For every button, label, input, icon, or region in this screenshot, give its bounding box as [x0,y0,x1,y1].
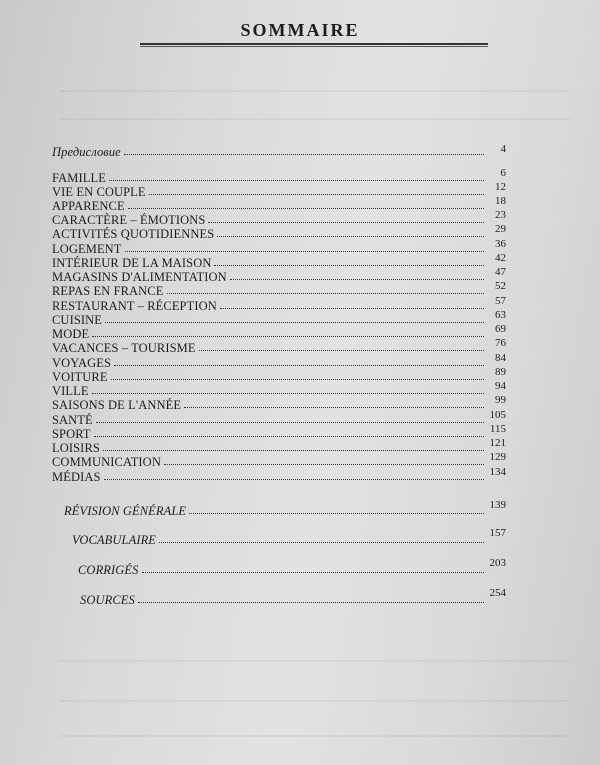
toc-page-number: 254 [489,587,506,599]
toc-leader-dots [230,279,484,280]
toc-page-number: 89 [495,366,506,378]
toc-page-number: 63 [495,309,506,321]
toc-leader-dots [159,542,484,543]
toc-entry-label: Предисловие [52,145,121,159]
toc-entry-label: RESTAURANT – RÉCEPTION [52,299,217,313]
toc-entry-label: MÉDIAS [52,470,101,484]
toc-leader-dots [142,572,484,573]
toc-page-number: 115 [489,423,506,435]
toc-page-number: 69 [495,323,506,335]
toc-leader-dots [109,180,484,181]
toc-page-number: 52 [495,280,506,292]
toc-leader-dots [208,222,484,223]
toc-entry-label: APPARENCE [52,199,125,213]
toc-entry-label: CORRIGÉS [78,563,139,577]
toc-page-number: 12 [495,181,506,193]
toc-leader-dots [199,350,484,351]
toc-entry-label: CUISINE [52,313,103,327]
toc-page-number: 94 [495,380,506,392]
toc-entry-label: SAISONS DE L'ANNÉE [52,398,182,412]
toc-page-number: 99 [495,394,506,406]
title-rule [140,43,488,47]
toc-page-number: 23 [495,209,506,221]
toc-leader-dots [138,602,484,603]
toc-entry-label: SANTÉ [52,413,93,427]
toc-entry-label: VILLE [52,384,89,398]
bleed-through [60,660,570,662]
toc-entry-label: SPORT [52,427,91,441]
toc-leader-dots [96,422,484,423]
toc-entry-label: REPAS EN FRANCE [52,284,164,298]
toc-entry [0,451,600,471]
toc-page-number: 105 [489,409,506,421]
toc-leader-dots [214,265,484,266]
toc-leader-dots [189,513,484,514]
toc-entry-label: MODE [52,327,90,341]
toc-leader-dots [114,365,484,366]
page-title: SOMMAIRE [240,20,360,40]
toc-entry-label: VOYAGES [52,356,112,370]
toc-entry [0,557,600,579]
toc-entry-label: LOGEMENT [52,242,122,256]
toc-entry [0,223,600,243]
bleed-through [60,90,570,92]
toc-entry [0,145,600,161]
toc-entry [0,499,600,520]
bleed-through [60,118,570,120]
toc-leader-dots [125,251,484,252]
toc-entry-label: VACANCES – TOURISME [52,341,196,355]
toc-leader-dots [164,464,484,465]
toc-page-number: 76 [495,337,506,349]
toc-page-number: 84 [495,352,506,364]
toc-page-number: 203 [489,557,506,569]
toc-leader-dots [184,407,484,408]
toc-leader-dots [220,308,484,309]
toc-page-number: 129 [489,451,506,463]
toc-page-number: 134 [489,466,506,478]
toc-leader-dots [128,208,484,209]
toc-entry-label: LOISIRS [52,441,100,455]
toc-leader-dots [92,336,484,337]
toc-entry [0,280,600,300]
toc-leader-dots [111,379,484,380]
toc-page-number: 47 [495,266,506,278]
toc-entry [0,527,600,549]
toc-entry-label: VOITURE [52,370,108,384]
toc-entry-label: INTÉRIEUR DE LA MAISON [52,256,212,270]
toc-page-number: 4 [500,143,506,155]
toc-leader-dots [94,436,484,437]
toc-entry-label: SOURCES [80,593,135,607]
toc-leader-dots [124,154,484,155]
toc-page-number: 157 [489,527,506,539]
bleed-through [60,735,570,737]
toc-page-number: 139 [489,499,506,511]
toc-leader-dots [92,393,484,394]
bleed-through [60,700,570,702]
toc-entry [0,394,600,414]
toc-entry-label: VOCABULAIRE [72,533,157,547]
toc-entry-label: COMMUNICATION [52,455,161,469]
toc-page-number: 29 [495,223,506,235]
toc-entry-label: RÉVISION GÉNÉRALE [64,504,187,518]
toc-entry-label: CARACTÈRE – ÉMOTIONS [52,213,206,227]
toc-page-number: 6 [500,167,506,179]
toc-entry [0,466,600,486]
toc-entry [0,587,600,609]
toc-leader-dots [103,450,484,451]
toc-leader-dots [105,322,484,323]
toc-entry-label: FAMILLE [52,171,106,185]
toc-entry-label: ACTIVITÉS QUOTIDIENNES [52,227,215,241]
toc-leader-dots [217,236,484,237]
toc-entry [0,337,600,357]
toc-page-number: 121 [489,437,506,449]
toc-page-number: 18 [495,195,506,207]
toc-leader-dots [167,293,484,294]
toc-entry-label: MAGASINS D'ALIMENTATION [52,270,227,284]
toc-page-number: 57 [495,295,506,307]
toc-page-number: 36 [495,238,506,250]
toc-leader-dots [104,479,484,480]
toc-page-number: 42 [495,252,506,264]
toc-leader-dots [149,194,484,195]
toc-entry-label: VIE EN COUPLE [52,185,146,199]
